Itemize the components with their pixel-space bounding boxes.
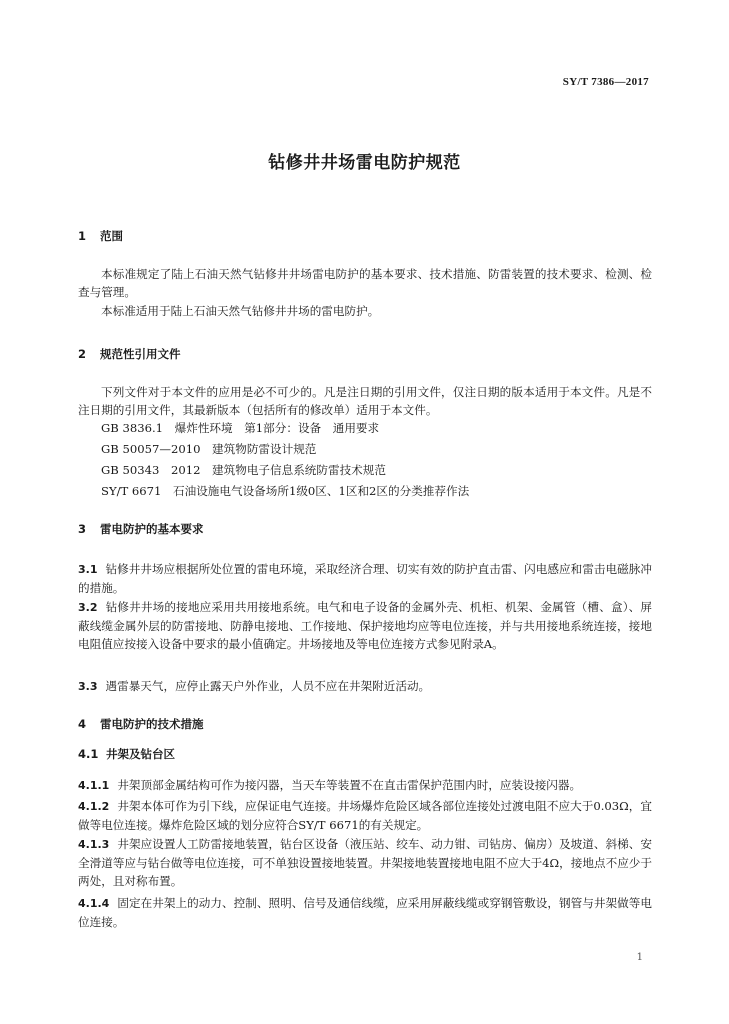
reference-item: GB 3836.1 爆炸性环境 第1部分：设备 通用要求: [101, 421, 380, 435]
clause-number: 3.3: [78, 680, 98, 693]
paragraph: 本标准适用于陆上石油天然气钻修井井场的雷电防护。: [101, 304, 380, 318]
clause-text: 井架顶部金属结构可作为接闪器，当天车等装置不在直击雷保护范围内时，应装设接闪器。: [117, 778, 582, 792]
clause-4-1-2: [78, 797, 652, 834]
section-number: 2: [78, 347, 87, 361]
clause-number: 4.1.2: [78, 800, 110, 813]
subsection-4-1-heading: [78, 746, 175, 762]
paragraph: 本标准规定了陆上石油天然气钻修井井场雷电防护的基本要求、技术措施、防雷装置的技术要求、检测、检查与管理。: [78, 267, 652, 299]
clause-3-2: [78, 598, 652, 653]
section-number: 1: [78, 229, 87, 243]
clause-number: 4.1.3: [78, 838, 110, 851]
reference-item: GB 50343 2012 建筑物电子信息系统防雷技术规范: [101, 463, 386, 477]
section-number: 4: [78, 717, 87, 731]
clause-number: 3.2: [78, 601, 98, 614]
clause-4-1-4: [78, 894, 652, 931]
clause-3-3: [78, 677, 652, 696]
clause-number: 4.1.4: [78, 897, 110, 910]
section-1-heading: [78, 228, 123, 244]
standard-code: SY/T 7386—2017: [562, 76, 649, 88]
document-title: 钻修井井场雷电防护规范: [268, 153, 461, 173]
clause-text: 井架本体可作为引下线，应保证电气连接。井场爆炸危险区域各部位连接处过渡电阻不应大于0.03Ω，宜做等电位连接。爆炸危险区域的划分应符合SY/T 6671的有关规定。: [78, 799, 652, 832]
paragraph: 下列文件对于本文件的应用是必不可少的。凡是注日期的引用文件，仅注日期的版本适用于本文件。凡是不注日期的引用文件，其最新版本（包括所有的修改单）适用于本文件。: [78, 385, 652, 417]
section-number: 3: [78, 522, 87, 536]
clause-text: 固定在井架上的动力、控制、照明、信号及通信线缆，应采用屏蔽线缆或穿钢管敷设，钢管与井架做等电位连接。: [78, 896, 652, 929]
reference-item: SY/T 6671 石油设施电气设备场所1级0区、1区和2区的分类推荐作法: [101, 484, 470, 498]
section-title: 雷电防护的技术措施: [100, 717, 204, 731]
section-title: 范围: [100, 229, 123, 243]
page-number: 1: [636, 952, 643, 963]
clause-3-1: [78, 560, 652, 597]
clause-number: 4.1.1: [78, 779, 110, 792]
subsection-title: 井架及钻台区: [106, 747, 175, 761]
clause-number: 3.1: [78, 563, 98, 576]
section-4-heading: [78, 716, 204, 732]
section-3-heading: [78, 521, 204, 537]
clause-4-1-3: [78, 835, 652, 890]
clause-text: 钻修井井场应根据所处位置的雷电环境，采取经济合理、切实有效的防护直击雷、闪电感应和雷击电磁脉冲的措施。: [78, 562, 652, 595]
clause-text: 井架应设置人工防雷接地装置，钻台区设备（液压站、绞车、动力钳、司钻房、偏房）及坡道、斜梯、安全滑道等应与钻台做等电位连接，可不单独设置接地装置。井架接地装置接地电阻不应大于4Ω，接地点不应少于两处，且对称布置。: [78, 837, 652, 888]
section-title: 规范性引用文件: [100, 347, 181, 361]
clause-4-1-1: [78, 776, 652, 795]
subsection-number: 4.1: [78, 747, 99, 761]
reference-item: GB 50057—2010 建筑物防雷设计规范: [101, 442, 317, 456]
section-2-heading: [78, 346, 181, 362]
section-title: 雷电防护的基本要求: [100, 522, 204, 536]
clause-text: 遇雷暴天气，应停止露天户外作业，人员不应在井架附近活动。: [105, 679, 431, 693]
clause-text: 钻修井井场的接地应采用共用接地系统。电气和电子设备的金属外壳、机柜、机架、金属管（槽、盒）、屏蔽线缆金属外层的防雷接地、防静电接地、工作接地、保护接地均应等电位连接，并与共用接地系统连接，接地电阻值应按接入设备中要求的最小值确定。井场接地及等电位连接方式参见附录A。: [78, 600, 652, 651]
